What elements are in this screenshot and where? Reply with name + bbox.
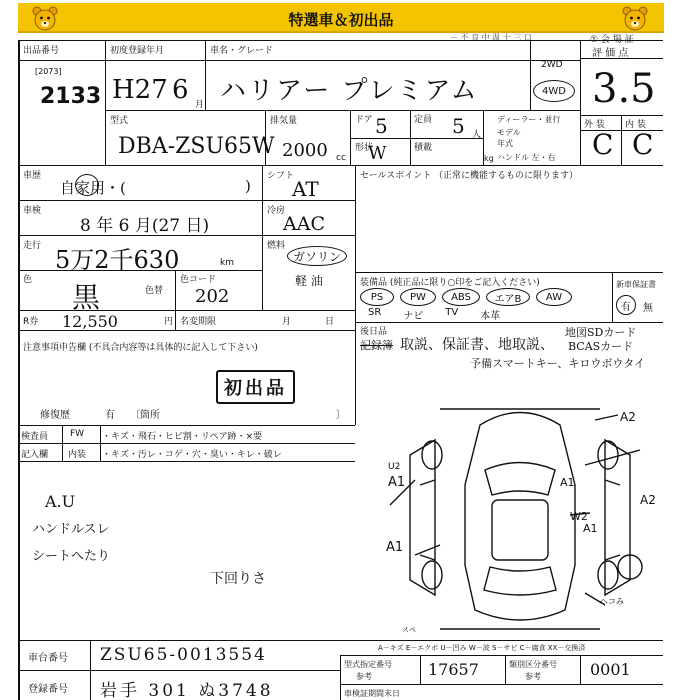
cc-unit: cc [336,153,346,163]
car-body-outline [465,413,575,621]
bear-mascot-icon [622,6,648,32]
overall-score: 3.5 [592,66,656,112]
repair-history-label: 修復歴 [40,410,70,421]
aftermarket-items-2: 予備スマートキー、キロウボウタイ [470,357,646,370]
class-small: 参考 [525,672,541,681]
first-registration-month: 6 [172,75,189,105]
equipment-leather: 本革 [480,311,501,322]
fuel-value: ガソリン [292,249,341,264]
shape-value: W [368,143,387,164]
repair-history-value: 有 [105,410,115,421]
note-line-2: ハンドルスレ [32,522,110,537]
fw-items: ・キズ・飛石・ヒビ割・リペア跡・×要 [102,432,263,442]
venue-certificate-label: ① 会 場 証 [590,35,634,45]
notes-label: 注意事項申告欄 (不具合内容等は具体的に記入して下さい) [23,343,258,353]
model-type-value: DBA-ZSU65W [118,134,275,159]
chassis-label: 車台番号 [28,653,68,664]
type-cert-value: 17657 [428,660,479,679]
model-type-label: 型式 [110,116,129,126]
inspector-interior-label: 内装 [68,450,87,460]
color-label: 色 [23,275,33,285]
model-label: モデル [497,128,521,137]
drive-4wd-label: 4WD [542,85,566,97]
dealer-label: ディーラー・並行 [497,115,561,124]
exterior-grade: C [592,128,614,161]
mileage-value: 5万2千630 [55,246,180,274]
inspection-value: 8 年 6 月(27 日) [80,216,210,236]
color-value: 黒 [72,281,101,314]
lot-number-label: 出品番号 [23,46,60,56]
equipment-tv: TV [445,307,459,318]
recycle-label: R券 [23,317,39,327]
equipment-ps: PS [360,288,394,306]
interior-grade: C [632,128,654,161]
interior-label: 内 装 [625,120,646,130]
equipment-pw: PW [400,288,436,306]
class-value: 0001 [590,660,631,679]
damage-label-a1-lower: A1 [386,540,404,555]
equipment-row-2 [368,307,500,322]
inspection-label: 車検 [23,206,42,216]
lot-small-code: [2073] [35,67,62,76]
warranty-no: 無 [643,303,653,314]
note-line-3: シートへたり [32,549,111,564]
wheel-rear-right [598,561,618,589]
first-registration-year: H27 [112,75,168,105]
color-code-value: 202 [195,286,230,307]
note-line-4: 下回りさ [210,571,266,587]
registration-label: 登録番号 [28,684,68,695]
fuel-label: 燃料 [267,241,286,251]
first-registration-label: 初度登録年月 [110,46,165,56]
damage-label-a1-left: A1 [388,475,406,490]
rear-window-outline [484,567,556,595]
name-change-day: 日 [325,317,335,327]
color-code-label: 色コード [180,275,217,285]
fuel-circle [287,246,347,266]
exterior-label: 外 装 [584,120,605,130]
lot-number: 2133 [40,84,102,109]
fuel-light-oil-label: 軽 油 [295,274,323,288]
recycle-value: 12,550 [62,312,118,331]
shift-label: シフト [267,171,295,181]
damage-label-spare: スペ [402,626,416,634]
car-name: ハリアー プレミアム [220,76,479,106]
damage-legend: A－キズ E－エクボ U－凹み W－波 S－サビ C－腐食 XX－交換済 [378,644,586,652]
repair-place-close: 〕 [336,410,346,421]
color-change-label: 色替 [145,286,164,296]
damage-label-a2-right: A2 [640,493,656,507]
warranty-label: 新車保証書 [616,280,656,289]
drive-2wd-label: 2WD [541,60,563,70]
roof-outline [492,500,548,560]
name-change-month: 月 [282,317,292,327]
shift-value: AT [292,177,319,201]
wheel-front-left [422,441,442,469]
damage-label-a2-top: A2 [620,410,636,424]
damage-label-dent: ヘコみ [600,597,624,606]
usage-close: ) [245,177,251,195]
damage-label-a1-right: A1 [560,476,575,489]
warranty-yes-circle: 有 [616,295,636,315]
doors-value: 5 [375,114,388,138]
car-name-label: 車名・グレード [210,46,274,56]
load-label: 積載 [414,143,433,153]
expiry-label: 車検証期間末日 [344,689,400,698]
drive-4wd-circle [533,80,575,102]
yen-unit: 円 [164,317,174,327]
equipment-abs: ABS [442,288,480,306]
usage-circle [75,174,99,196]
equipment-navi: ナビ [403,311,424,322]
capacity-unit: 人 [472,130,482,140]
type-cert-small: 参考 [356,672,372,681]
score-label: 評 価 点 [592,48,629,59]
aftermarket-record-book: 記録簿 [360,339,393,352]
doors-label: ドア [355,115,373,125]
class-label: 類別区分番号 [509,660,557,669]
wheel-front-right [598,441,618,469]
usage-history-label: 車歴 [23,171,42,181]
top-faint-text: － 不 良 中 温 十 三 口 [450,33,532,42]
ac-label: 冷房 [267,206,286,216]
month-unit: 月 [195,100,205,110]
type-cert-label: 型式指定番号 [344,660,392,669]
km-unit: km [220,258,234,268]
sales-point-label: セールスポイント （正常に機能するものに限ります） [360,171,579,181]
shape-label: 形状 [355,143,374,153]
damage-label-a1-rear: A1 [583,522,598,535]
wheel-rear-left [422,561,442,589]
capacity-value: 5 [452,114,465,138]
model-year-label: 年式 [497,139,513,148]
name-change-label: 名変期限 [180,317,217,327]
ac-value: AAC [283,213,325,235]
damage-label-w2: W2 [570,510,588,523]
equipment-aw: AW [536,288,572,306]
fw-label: FW [70,429,85,439]
aftermarket-bcas-card: BCASカード [568,340,634,353]
handle-label: ハンドル 左・右 [497,153,556,162]
equipment-row-1 [360,288,572,306]
note-line-1: A.U [45,492,76,511]
banner-title: 特選車＆初出品 [288,11,394,29]
repair-place-label: 〔箇所 [130,410,160,421]
chassis-value: ZSU65-0013554 [100,645,267,665]
first-listing-stamp: 初出品 [216,370,295,404]
aftermarket-label: 後日品 [360,327,388,337]
windshield-outline [485,463,555,496]
aftermarket-sd-card: 地図SDカード [565,326,637,339]
kg-unit: kg [484,154,494,163]
record-label: 記入欄 [21,450,49,460]
inspector-label: 検査員 [21,432,49,442]
aftermarket-items: 取説、保証書、地取説、 [400,337,554,353]
displacement-label: 排気量 [270,116,298,126]
damage-label-u2: U2 [388,462,401,472]
header-banner [18,3,664,33]
equipment-label: 装備品 (純正品に限り○印をご記入ください) [360,278,540,288]
interior-items: ・キズ・汚レ・コゲ・穴・臭い・キレ・破レ [102,450,282,460]
capacity-label: 定員 [414,115,433,125]
registration-value: 岩手 301 ぬ3748 [100,681,274,700]
mileage-label: 走行 [23,241,42,251]
equipment-airbag: エアB [486,288,530,306]
usage-history-value: 自家用・( [60,179,126,197]
displacement-value: 2000 [282,140,328,161]
equipment-sr: SR [368,307,382,318]
